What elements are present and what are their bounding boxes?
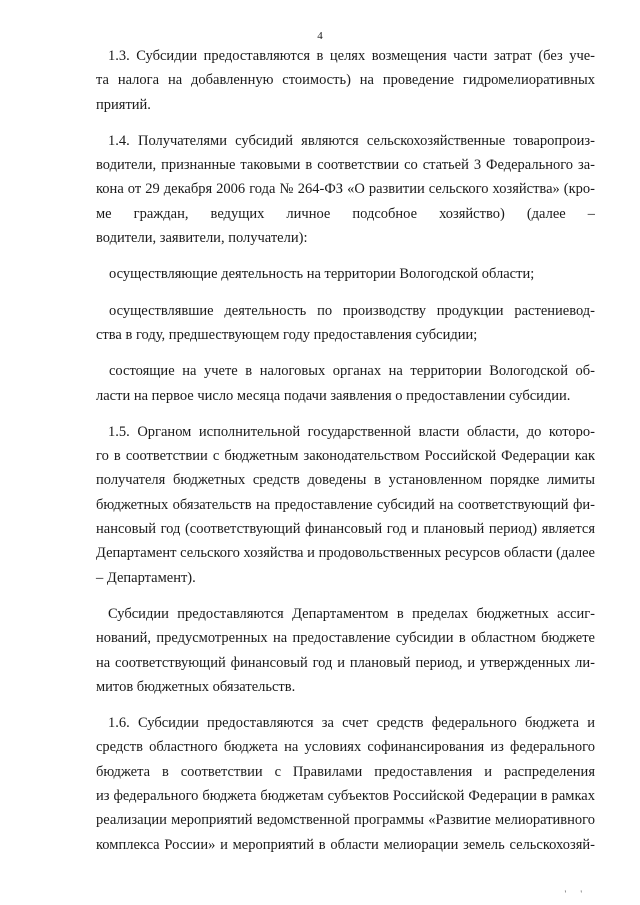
list-item <box>96 299 595 348</box>
text-line: осуществляющие деятельность на территории Вологодской области; <box>109 266 535 283</box>
text-line: 1.5. Органом исполнительной государственной власти области, до которо- <box>108 423 595 440</box>
text-line: водители, заявители, получатели): <box>96 230 308 247</box>
text-line: средств областного бюджета на условиях софинансирования из федерального <box>96 739 595 756</box>
text-line: ме граждан, ведущих личное подсобное хозяйство) (далее – <box>96 205 595 222</box>
text-line: реализации мероприятий ведомственной программы «Развитие мелиоративного <box>96 812 595 829</box>
page-number: 4 <box>317 30 323 42</box>
text-line: Субсидии предоставляются Департаментом в пределах бюджетных ассиг- <box>108 605 595 622</box>
text-line: го в соответствии с бюджетным законодательством Российской Федерации как <box>96 448 595 465</box>
text-line: на соответствующий финансовый год и плановый период, и утвержденных ли- <box>96 654 595 671</box>
document-body <box>96 44 595 857</box>
paragraph-1-4 <box>96 129 595 250</box>
text-line: бюджета в соответствии с Правилами предоставления и распределения <box>96 763 595 780</box>
text-line: та налога на добавленную стоимость) на проведение гидромелиоративных <box>96 72 595 89</box>
text-line: нований, предусмотренных на предоставление субсидии в областном бюджете <box>96 630 595 647</box>
list-item <box>96 359 595 408</box>
list-item <box>96 262 595 286</box>
paragraph-subsidies <box>96 602 595 699</box>
text-line: митов бюджетных обязательств. <box>96 678 296 695</box>
paragraph-1-6 <box>96 711 595 857</box>
text-line: ласти на первое число месяца подачи заявления о предоставлении субсидии. <box>96 387 571 404</box>
text-line: 1.4. Получателями субсидий являются сельскохозяйственные товаропроиз- <box>108 132 595 149</box>
text-line: осуществлявшие деятельность по производству продукции растениевод- <box>109 302 595 319</box>
text-line: из федерального бюджета бюджетам субъектов Российской Федерации в рамках <box>96 788 595 805</box>
scan-artifact-marks: ' ' <box>564 889 588 899</box>
text-line: получателя бюджетных средств доведены в установленном порядке лимиты <box>96 472 595 489</box>
text-line: ства в году, предшествующем году предоставления субсидии; <box>96 326 478 343</box>
text-line: – Департамент). <box>96 569 196 586</box>
text-line: нансовый год (соответствующий финансовый год и плановый период) является <box>96 521 595 538</box>
paragraph-1-3 <box>96 44 595 117</box>
text-line: комплекса России» и мероприятий в области мелиорации земель сельскохозяй- <box>96 836 595 853</box>
text-line: 1.3. Субсидии предоставляются в целях возмещения части затрат (без уче- <box>108 48 595 64</box>
text-line: Департамент сельского хозяйства и продовольственных ресурсов области (далее <box>96 545 595 562</box>
text-line: бюджетных обязательств на предоставление субсидий на соответствующий фи- <box>96 496 595 513</box>
text-line: приятий. <box>96 96 151 113</box>
text-line: состоящие на учете в налоговых органах на территории Вологодской об- <box>109 363 595 380</box>
text-line: кона от 29 декабря 2006 года № 264-ФЗ «О развитии сельского хозяйства» (кро- <box>96 181 595 198</box>
paragraph-1-5 <box>96 420 595 590</box>
text-line: водители, признанные таковыми в соответствии со статьей 3 Федерального за- <box>96 157 595 174</box>
text-line: 1.6. Субсидии предоставляются за счет средств федерального бюджета и <box>108 715 595 732</box>
